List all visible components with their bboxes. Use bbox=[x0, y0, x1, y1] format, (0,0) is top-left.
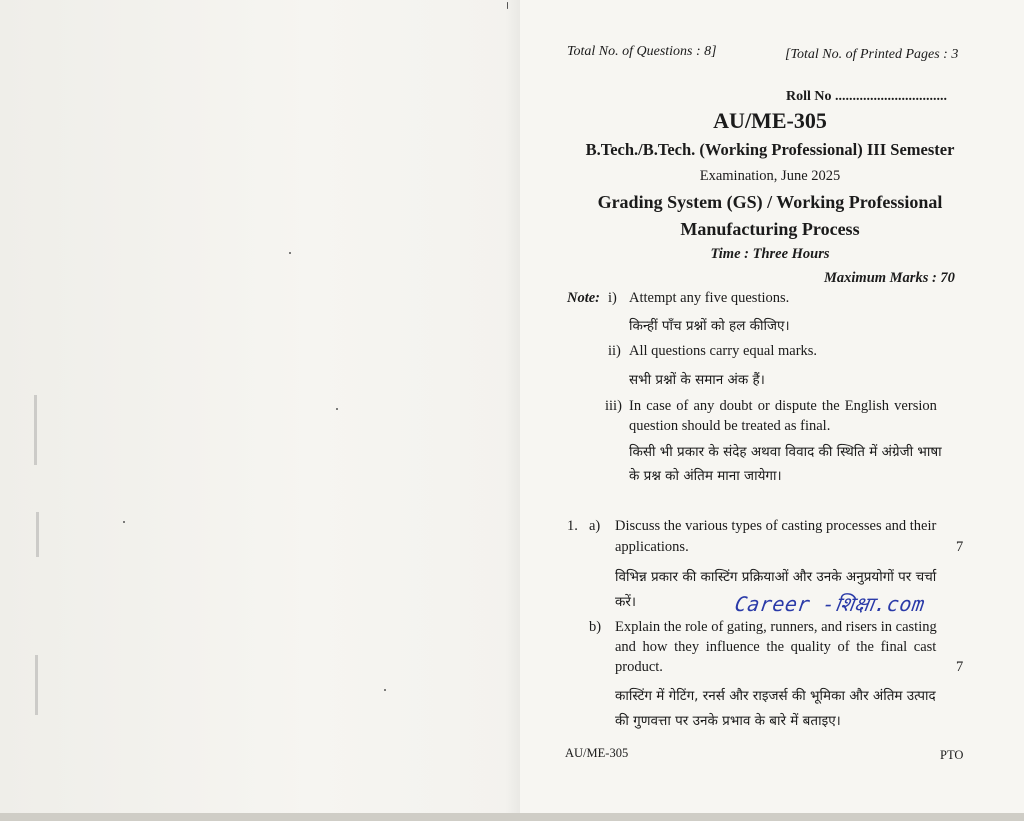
maximum-marks: Maximum Marks : 70 bbox=[824, 270, 955, 286]
note-text-en: In case of any doubt or dispute the English version bbox=[629, 398, 937, 414]
ink-speck bbox=[123, 521, 125, 523]
time-allowed: Time : Three Hours bbox=[710, 246, 830, 262]
career-shiksha-watermark: Career -शिक्षा.com bbox=[733, 592, 927, 616]
exam-session: Examination, June 2025 bbox=[699, 168, 841, 184]
note-text-en: All questions carry equal marks. bbox=[629, 343, 818, 359]
subject-title: Manufacturing Process bbox=[680, 219, 860, 239]
roll-no-field: Roll No ................................ bbox=[786, 89, 947, 104]
question-text-hi: विभिन्न प्रकार की कास्टिंग प्रक्रियाओं और उनके अनुप्रयोगों पर चर्चा bbox=[615, 569, 937, 585]
scan-smudge bbox=[35, 655, 38, 715]
part-label: a) bbox=[589, 518, 601, 534]
question-text-en: applications. bbox=[615, 539, 689, 555]
question-text-en: Discuss the various types of casting processes and their bbox=[615, 518, 937, 534]
note-label: Note: bbox=[567, 290, 601, 306]
footer-paper-code: AU/ME-305 bbox=[565, 746, 629, 760]
footer-pto: PTO bbox=[940, 748, 964, 762]
scan-smudge bbox=[34, 395, 37, 465]
marks-value: 7 bbox=[956, 539, 964, 555]
note-number: i) bbox=[608, 290, 617, 306]
scan-smudge bbox=[36, 512, 39, 557]
note-text-hi: के प्रश्न को अंतिम माना जायेगा। bbox=[629, 468, 782, 484]
ink-speck bbox=[384, 689, 386, 691]
ink-speck bbox=[336, 408, 338, 410]
note-number: iii) bbox=[605, 398, 622, 414]
ink-speck bbox=[507, 2, 508, 9]
ink-speck bbox=[289, 252, 291, 254]
note-text-en: question should be treated as final. bbox=[629, 418, 831, 434]
question-text-hi: करें। bbox=[615, 594, 637, 610]
total-pages: [Total No. of Printed Pages : 3 bbox=[785, 47, 959, 62]
question-text-en: product. bbox=[615, 659, 663, 675]
course-title: B.Tech./B.Tech. (Working Professional) III Semester bbox=[585, 140, 955, 159]
note-text-hi: किन्हीं पाँच प्रश्नों को हल कीजिए। bbox=[629, 318, 790, 334]
total-questions: Total No. of Questions : 8] bbox=[567, 44, 717, 59]
question-text-en: Explain the role of gating, runners, and risers in casting bbox=[615, 619, 937, 635]
question-text-hi: की गुणवत्ता पर उनके प्रभाव के बारे में बताइए। bbox=[615, 713, 841, 729]
marks-value: 7 bbox=[956, 659, 964, 675]
paper-code: AU/ME-305 bbox=[713, 108, 827, 133]
note-text-en: Attempt any five questions. bbox=[629, 290, 790, 306]
note-text-hi: सभी प्रश्नों के समान अंक हैं। bbox=[629, 372, 765, 388]
question-text-en: and how they influence the quality of the final cast bbox=[615, 639, 937, 655]
note-text-hi: किसी भी प्रकार के संदेह अथवा विवाद की स्थिति में अंग्रेजी भाषा bbox=[629, 444, 942, 460]
scanner-edge bbox=[0, 813, 1024, 821]
part-label: b) bbox=[589, 619, 602, 635]
question-number: 1. bbox=[567, 518, 578, 534]
grading-scheme: Grading System (GS) / Working Professional bbox=[597, 192, 943, 212]
question-text-hi: कास्टिंग में गेटिंग, रनर्स और राइजर्स की भूमिका और अंतिम उत्पाद bbox=[615, 688, 936, 704]
note-number: ii) bbox=[608, 343, 621, 359]
